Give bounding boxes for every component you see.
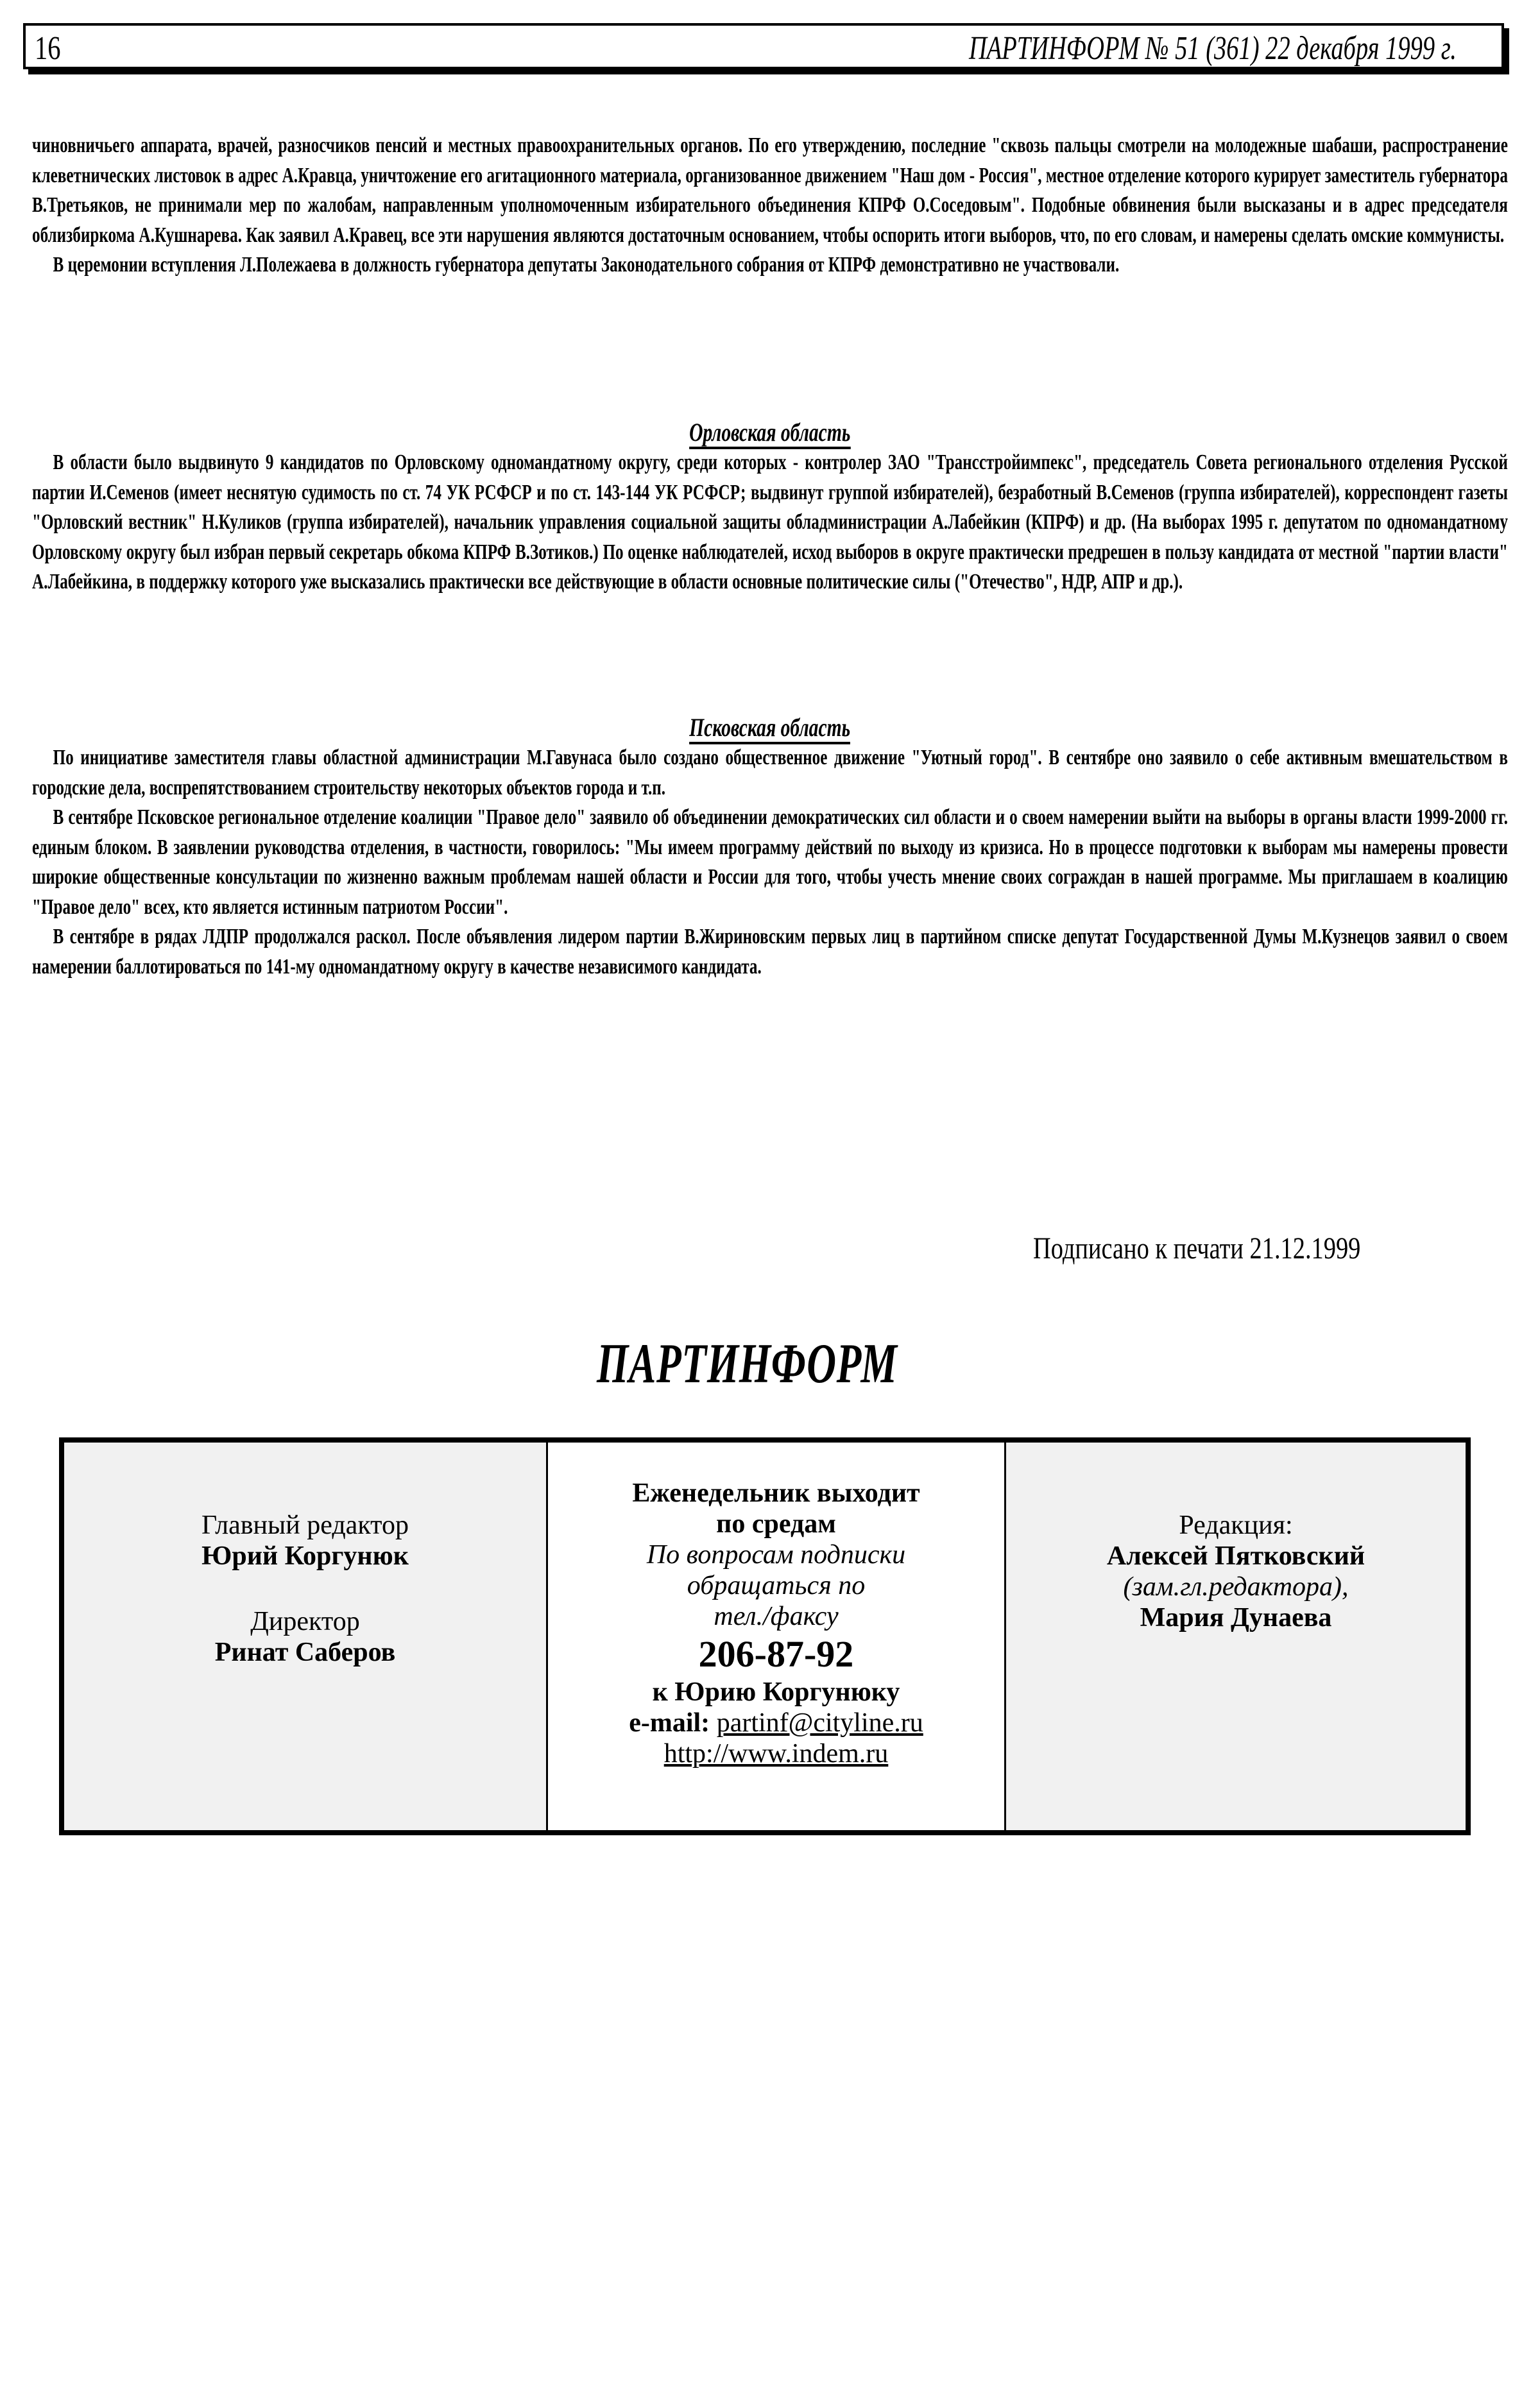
issue-line: ПАРТИНФОРМ № 51 (361) 22 декабря 1999 г. [969,30,1457,67]
contact-person: к Юрию Коргунюку [652,1677,900,1707]
page-number: 16 [35,30,61,67]
section-pskov-text [32,743,1508,982]
signed-for-print: Подписано к печати 21.12.1999 [1033,1231,1361,1265]
masthead-title: ПАРТИНФОРМ [597,1333,898,1395]
paragraph: В церемонии вступления Л.Полежаева в должность губернатора депутаты Законодательного собрания от КПРФ демонстративно не участвовали. [53,253,1120,277]
staff-name: Мария Дунаева [1140,1603,1332,1632]
section-orel-text [32,448,1508,597]
staff-name: Алексей Пятковский [1106,1541,1365,1571]
subscription-note: тел./факсу [714,1602,839,1631]
phone-number: 206-87-92 [698,1633,854,1675]
email-label: e-mail: [629,1708,710,1738]
paragraph: В сентябре Псковское региональное отделение коалиции "Правое дело" заявило об объединении демократических сил области и о своем намерении выйти на выборы в органы власти 1999-2000 гг. единым блоком. В заявлении руководства отделения, в частности, говорилось: "Мы имеем программу действий по выходу из кризиса. Но в процессе подготовки к выборам мы намерены провести широкие общественные консультации по жизненно важным проблемам нашей области и России для того, чтобы учесть мнение своих сограждан в нашей программе. Мы приглашаем в коалицию "Правое дело" всех, кто является истинным патриотом России". [32,805,1508,919]
editor-name: Юрий Коргунюк [201,1541,409,1571]
email-link[interactable]: partinf@cityline.ru [716,1708,923,1738]
staff-label: Редакция: [1179,1511,1293,1540]
paragraph: чиновничьего аппарата, врачей, разносчиков пенсий и местных правоохранительных органов. По его утверждению, последние "сквозь пальцы смотрели на молодежные шабаши, распространение клеветнических листовок в адрес А.Кравца, уничтожение его агитационного материала, организованное движением "Наш дом - Россия", местное отделение которого курирует заместитель губернатора В.Третьяков, не принимали мер по жалобам, направленным уполномоченным избирательного объединения КПРФ О.Соседовым". Подобные обвинения были высказаны и в адрес председателя облизбиркома А.Кушнарева. Как заявил А.Кравец, все эти нарушения являются достаточным основанием, чтобы оспорить итоги выборов, что, по его словам, и намерены сделать омские коммунисты. [32,133,1508,247]
staff-role: (зам.гл.редактора), [1123,1572,1349,1602]
masthead-table [59,1437,1471,1835]
role-label: Главный редактор [201,1511,409,1540]
section-title-pskov: Псковская область [0,712,1540,744]
section-title-orel: Орловская область [0,417,1540,449]
subscription-note: По вопросам подписки [646,1540,906,1570]
schedule-line: по средам [716,1509,836,1539]
editors-column [64,1443,548,1830]
role-label: Директор [250,1607,360,1636]
subscription-column [548,1443,1006,1830]
continuation-text [32,131,1508,280]
director-name: Ринат Саберов [214,1638,396,1667]
paragraph: В области было выдвинуто 9 кандидатов по Орловскому одномандатному округу, среди которых - контролер ЗАО "Трансстройимпекс", председатель Совета регионального отделения Русской партии И.Семенов (имеет неснятую судимость по ст. 74 УК РСФСР и по ст. 143-144 УК РСФСР; выдвинут группой избирателей), безработный В.Семенов (группа избирателей), корреспондент газеты "Орловский вестник" Н.Куликов (группа избирателей), начальник управления социальной защиты обладминистрации А.Лабейкин (КПРФ) и др. (На выборах 1995 г. депутатом по одномандатному Орловскому округу был избран первый секретарь обкома КПРФ В.Зотиков.) По оценке наблюдателей, исход выборов в округе практически предрешен в пользу кандидата от местной "партии власти" А.Лабейкина, в поддержку которого уже высказались практически все действующие в области основные политические силы ("Отечество", НДР, АПР и др.). [32,450,1508,594]
staff-column [1006,1443,1466,1830]
subscription-note: обращаться по [687,1571,866,1600]
paragraph: В сентябре в рядах ЛДПР продолжался раскол. После объявления лидером партии В.Жириновским первых лиц в партийном списке депутат Государственной Думы М.Кузнецов заявил о своем намерении баллотироваться по 141-му одномандатному округу в качестве независимого кандидата. [32,925,1508,979]
schedule-line: Еженедельник выходит [632,1478,920,1508]
paragraph: По инициативе заместителя главы областной администрации М.Гавунаса было создано общественное движение "Уютный город". В сентябре оно заявило о себе активным вмешательством в городские дела, воспрепятствованием строительству некоторых объектов города и т.п. [32,746,1508,800]
page-header [23,23,1504,69]
website-link[interactable]: http://www.indem.ru [663,1739,889,1769]
